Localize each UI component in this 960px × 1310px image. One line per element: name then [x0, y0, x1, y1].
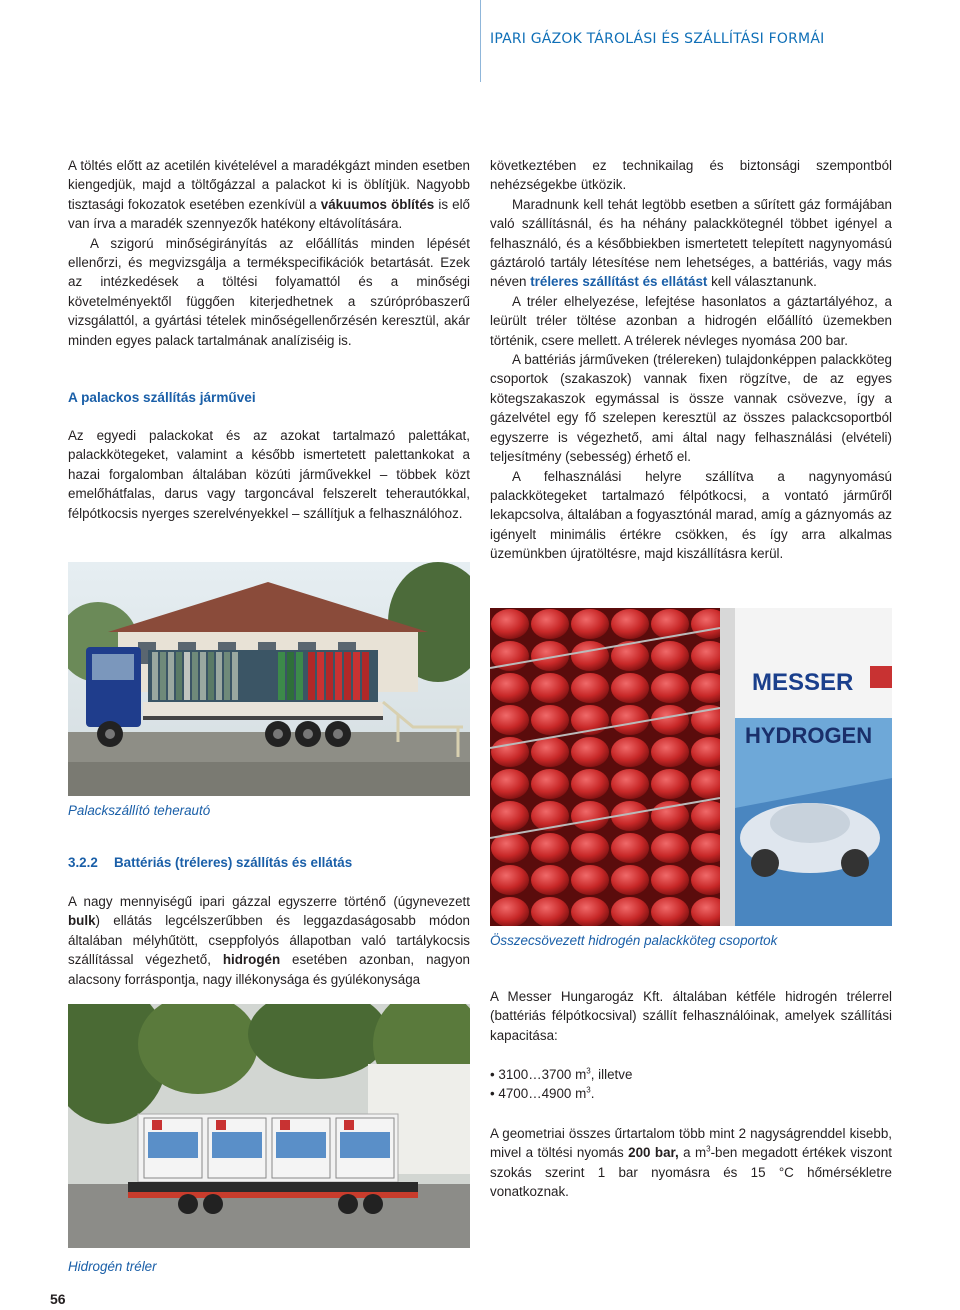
left-column-top — [68, 156, 470, 350]
paragraph: A felhasználási helyre szállítva a nagynyomású palackkötegeket tartalmazó félpótkocsi, a vontató járműről lekapcsolva, általában a fogyasztónál marad, amíg a gáznyomás az igényelt minimális értékre csökken, és így arra alkalmas üzemünkben újratöltésre, majd kiszállításra kerül. — [490, 468, 892, 562]
messer-logo-text: MESSER — [752, 669, 854, 696]
right-column-final — [490, 1124, 892, 1202]
paragraph: A Messer Hungarogáz Kft. általában kétféle hidrogén trélerrel (battériás félpótkocsival) szállít felhasználóinak, amelyek szállítási kapacitása: — [490, 989, 892, 1043]
section-title: A palackos szállítás járművei — [68, 390, 256, 405]
left-column-bottom — [68, 892, 470, 989]
right-column-top — [490, 156, 892, 564]
paragraph: következtében ez technikailag és biztonsági szempontból nehézségekbe ütközik. — [490, 158, 892, 193]
paragraph: Maradnunk kell tehát legtöbb esetben a sűrített gáz formájában való szállításnál, és ha néhány palackkötegnél többet igényel a felhasználó, és a későbbiekben ismertetett telepített nagynyomású gáztároló tartály létesítése nem lehetséges, a battériás, vagy más néven tréleres szállítást és ellátást kell választanunk. — [490, 196, 892, 290]
paragraph: Az egyedi palackokat és az azokat tartalmazó palettákat, palackkötegeket, valamint a később ismertetett palettankokat a hazai forgalomban általában közúti járművekkel – többek közt emelőhátfalas, darus vagy targoncával felszerelt teherautókkal, félpótkocsis nyerges szerelvényekkel – szállítjuk a felhasználóhoz. — [68, 428, 470, 521]
truck-photo — [68, 562, 470, 796]
cylinder-bundle-caption: Összecsövezett hidrogén palackköteg csoportok — [490, 933, 778, 948]
subsection-title: Battériás (tréleres) szállítás és ellátás — [114, 855, 353, 870]
paragraph: A geometriai összes űrtartalom több mint 2 nagyságrenddel kisebb, mivel a töltési nyomás 200 bar, a $m^3$-ben megadott értékek viszont szokás szerint 1 bar nyomásra és 15 °C hőmérsékletre vonatkoznak. — [490, 1126, 892, 1200]
subsection-number: 3.2.2 — [68, 855, 98, 870]
page-number: 56 — [50, 1291, 66, 1307]
right-column-bottom — [490, 987, 892, 1045]
capacity-list — [490, 1065, 892, 1104]
paragraph: A battériás járműveken (trélereken) tulajdonképpen palackköteg csoportok (szakaszok) vannak fixen rögzítve, de az egyes kötegszakaszok egymással is össze vannak csövezve, így a gázelvétel egy fő szelepen keresztül az összes palackcsoportból egyszerre is végezhető, ami által nagy felhasználási (elvételi) teljesítmény (sebesség) érhető el. — [490, 352, 892, 465]
left-column-middle — [68, 426, 470, 523]
hydrogen-trailer-photo — [68, 1004, 470, 1248]
truck-photo-caption: Palackszállító teherautó — [68, 803, 211, 818]
running-header-title: IPARI GÁZOK TÁROLÁSI ÉS SZÁLLÍTÁSI FORMÁI — [490, 31, 825, 47]
header-divider — [480, 0, 481, 82]
hydrogen-trailer-caption: Hidrogén tréler — [68, 1259, 157, 1274]
list-item: • 4700…4900 $m^3$. — [490, 1085, 595, 1102]
paragraph: A nagy mennyiségű ipari gázzal egyszerre történő (úgynevezett bulk) ellátás legcélszerűbben és leggazdaságosabb módon általában mélyhűtött, cseppfolyós állapotban való tartálykocsis szállítással végezhető, hidrogén esetében azonban, nagyon alacsony forráspontja, nagy illékonysága és gyúlékonysága — [68, 894, 470, 987]
paragraph: A töltés előtt az acetilén kivételével a maradékgázt minden esetben kiengedjük, majd a töltőgázzal a palackot ki is öblítjük. Nagyobb tisztasági fokozatok esetében ezenkívül a vákuumos öblítés is elő van írva a maradék szennyezők hatékony eltávolítására. — [68, 158, 471, 232]
paragraph: A szigorú minőségirányítás az előállítás minden lépését ellenőrzi, és megvizsgálja a termékspecifikációk betartását. Ezek az intézkedések a töltési folyamattól és a minőségi követelményektől függően kiterjedhetnek a szúrópróbaszerű vizsgálattól, a gyártási tételek minőségellenőrzésén keresztül, akár minden egyes palack tartalmának analíziséig is. — [68, 235, 470, 348]
list-item: • 3100…3700 $m^3$, illetve — [490, 1066, 633, 1082]
cylinder-bundle-photo — [490, 608, 892, 926]
subsection-heading — [68, 853, 470, 872]
paragraph: A tréler elhelyezése, lefejtése hasonlatos a gáztartályéhoz, a leürült tréler töltése azonban a hidrogén előállító üzemekben történik, csere mellett. A trélerek névleges nyomása 200 bar. — [490, 293, 892, 348]
hydrogen-photo-text: HYDROGEN — [745, 723, 873, 748]
